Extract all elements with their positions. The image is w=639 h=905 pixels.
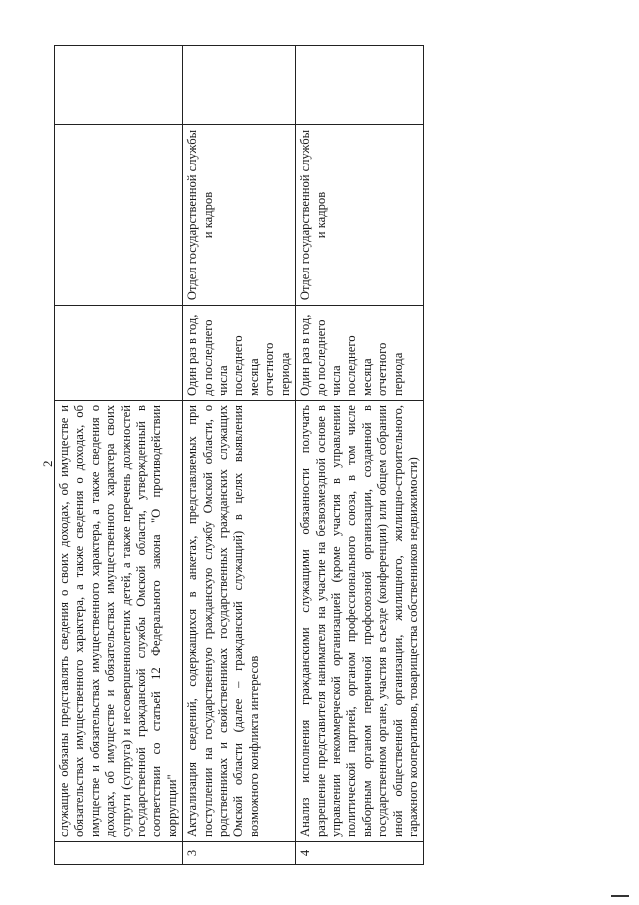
- extra-cell: [55, 46, 183, 125]
- row-number: [55, 842, 183, 865]
- action-cell: Анализ исполнения гражданскими служащими обязанности получать разрешение представителя нанимателя на участие на безвозмездной основе в управлении некоммерческой организацией (кроме участия в управлении политической партией, органом профессионального союза, в том числе выборным органом первичной профсоюзной организации, созданной в государственном органе, участия в съезде (конференции) или общем собрании иной общественной организации, жилищного, жилищно-строительного, гаражного кооперативов, товарищества собственников недвижимости): [296, 401, 424, 842]
- period-cell: [55, 306, 183, 401]
- scan-mark: [611, 895, 629, 897]
- table-row: [183, 46, 296, 865]
- extra-cell: [183, 46, 296, 125]
- page-number: 2: [40, 460, 55, 467]
- responsible-cell: Отдел государственной службы и кадров: [296, 125, 424, 306]
- row-number: 4: [296, 842, 424, 865]
- table-row: [296, 46, 424, 865]
- rotated-document: [40, 45, 570, 865]
- row-number: 3: [183, 842, 296, 865]
- extra-cell: [296, 46, 424, 125]
- period-cell: Один раз в год, до последнего числа последнего месяца отчетного периода: [296, 306, 424, 401]
- table-row: [55, 46, 183, 865]
- action-cell: Актуализация сведений, содержащихся в анкетах, представляемых при поступлении на государственную гражданскую службу Омской области, о родственниках и свойственниках государственных гражданских служащих Омской области (далее – гражданский служащий) в целях выявления возможного конфликта интересов: [183, 401, 296, 842]
- responsible-cell: Отдел государственной службы и кадров: [183, 125, 296, 306]
- responsible-cell: [55, 125, 183, 306]
- action-cell: служащие обязаны представлять сведения о своих доходах, об имуществе и обязательствах имущественного характера, а также сведения о доходах, об имуществе и обязательствах имущественного характера, а также сведения о доходах, об имуществе и обязательствах имущественного характера своих супруги (супруга) и несовершеннолетних детей, а также перечень должностей государственной гражданской службы Омской области, утвержденный в соответствии со статьей 12 Федерального закона "О противодействии коррупции": [55, 401, 183, 842]
- plan-table: [54, 45, 424, 865]
- period-cell: Один раз в год, до последнего числа последнего месяца отчетного периода: [183, 306, 296, 401]
